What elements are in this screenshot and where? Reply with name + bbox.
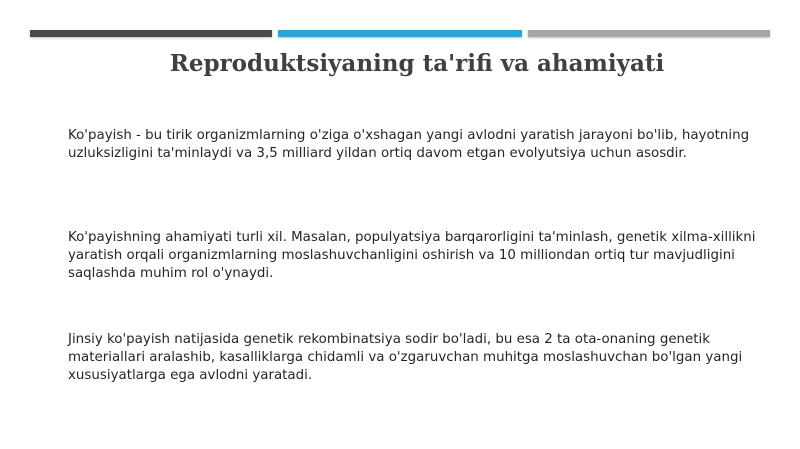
- accent-bar-left: [30, 30, 272, 37]
- slide-title: Reproduktsiyaning ta'rifi va ahamiyati: [169, 50, 665, 77]
- header-accent-bars: [30, 30, 770, 37]
- paragraph-sexual-reproduction: Jinsiy ko'payish natijasida genetik rekombinatsiya sodir bo'ladi, bu esa 2 ta ota-onaning genetik materiallari aralashib, kasalliklarga chidamli va o'zgaruvchan muhitga moslashuvchan bo'lgan yangi xususiyatlarga ega avlodni yaratadi.: [68, 332, 743, 383]
- paragraph-definition: Ko'payish - bu tirik organizmlarning o'ziga o'xshagan yangi avlodni yaratish jarayoni bo'lib, hayotning uzluksizligini ta'minlaydi va 3,5 milliard yildan ortiq davom etgan evolyutsiya uchun asosdir.: [68, 128, 750, 161]
- accent-bar-right: [528, 30, 770, 37]
- accent-bar-middle: [278, 30, 522, 37]
- paragraph-importance: Ko'payishning ahamiyati turli xil. Masalan, populyatsiya barqarorligini ta'minlash, genetik xilma-xillikni yaratish orqali organizmlarning moslashuvchanligini oshirish va 10 milliondan ortiq tur mavjudligini saqlashda muhim rol o'ynaydi.: [68, 230, 756, 281]
